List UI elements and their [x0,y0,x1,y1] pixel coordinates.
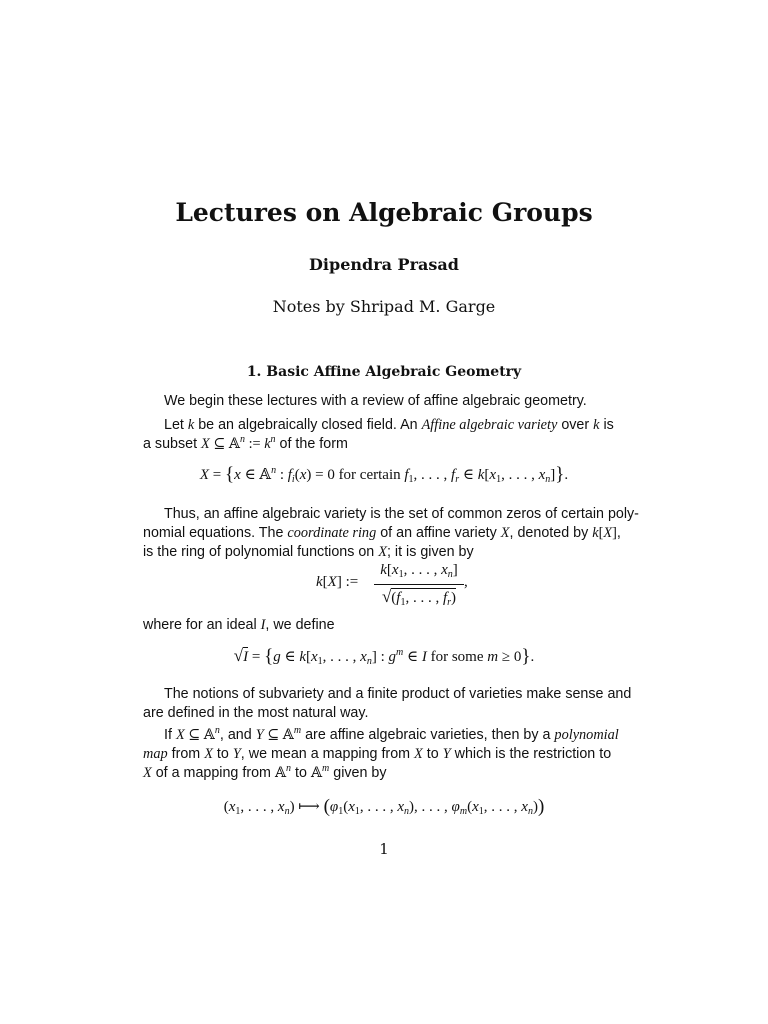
paragraph-subvariety [143,685,646,723]
equation-variety: X = {x ∈ 𝔸$^n$ : $f_i(x) = 0$ for certain $f_1$, . . . , $f_r$ ∈ $k[x_1$, . . . , $x_n$]}. [199,464,569,485]
term-affine-variety: Affine algebraic variety [421,417,558,433]
equation-radical: √I = {g ∈ $k[x_1$, . . . , $x_n$] : $g^m$ ∈ I for some m ≥ 0}. [233,646,535,667]
polynomial-map-line-2: map from X to Y, we mean a mapping from X to Y which is the restriction to [143,746,612,762]
coordinate-ring-line-1: Thus, an affine algebraic variety is the set of common zeros of certain poly- [164,506,639,522]
polynomial-map-line-1: If X ⊆ 𝔸$^n$, and Y ⊆ 𝔸$^m$ are affine algebraic varieties, then by a polynomial [164,725,619,743]
page-number: 1 [379,840,389,858]
equation-coordinate-ring: k[X] := $k[x_1$, . . . , $x_n$] $√(f_1$, . . . , $f_r$) , [316,562,468,608]
paragraph-polynomial-map [143,726,646,783]
paper-title: Lectures on Algebraic Groups [175,198,593,227]
paragraph-intro [143,392,646,411]
term-coordinate-ring: coordinate ring [287,525,377,541]
notes-credit: Notes by Shripad M. Garge [272,297,496,316]
paragraph-coordinate-ring [143,505,646,562]
author-name: Dipendra Prasad [309,255,459,274]
fraction-bar [374,584,464,585]
fraction-denominator: $√(f_1$, . . . , $f_r$) [381,587,457,608]
paragraph-ideal [143,616,646,635]
polynomial-map-line-3: X of a mapping from 𝔸$^n$ to 𝔸$^m$ given by [143,763,387,781]
definition-line-2: a subset X ⊆ 𝔸$^n$ := $k^n$ of the form [143,434,348,452]
coordinate-ring-line-3: is the ring of polynomial functions on X; it is given by [143,544,474,560]
subvariety-line-2: are defined in the most natural way. [143,705,369,721]
subvariety-line-1: The notions of subvariety and a finite product of varieties make sense and [164,686,632,702]
equation-polynomial-map: ($x_1$, . . . , $x_n$) ⟼ ($\varphi_1(x_1$, . . . , $x_n$), . . . , $\varphi_m(x_1$, . . . , $x_n$)) [223,796,545,817]
paragraph-definition [143,416,646,454]
ideal-line: where for an ideal I, we define [143,617,335,633]
coordinate-ring-line-2: nomial equations. The coordinate ring of an affine variety X, denoted by k[X], [143,525,621,541]
term-polynomial-map: map [143,746,168,762]
paragraph-intro-text: We begin these lectures with a review of affine algebraic geometry. [164,393,587,409]
definition-line-1: Let k be an algebraically closed field. An Affine algebraic variety over k is [164,417,614,433]
fraction-numerator: $k[x_1$, . . . , $x_n$] [380,562,458,580]
equation-lhs: k[X] := [316,574,359,590]
section-heading: 1. Basic Affine Algebraic Geometry [246,364,522,380]
